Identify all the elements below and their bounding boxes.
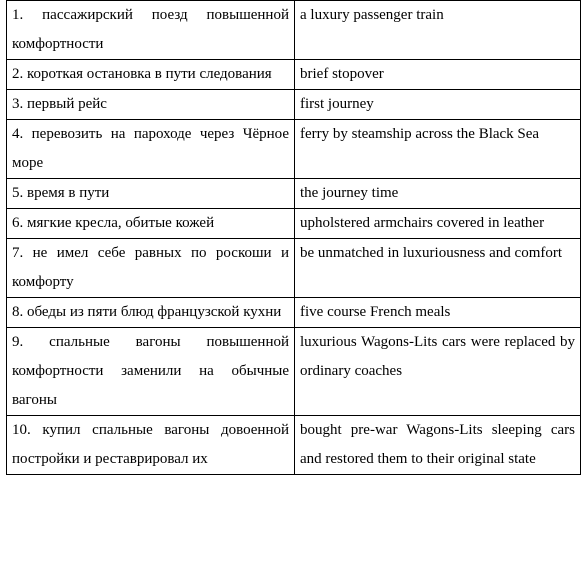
english-term: luxurious Wagons-Lits cars were replaced by ordinary coaches bbox=[295, 328, 581, 416]
english-term: ferry by steamship across the Black Sea bbox=[295, 120, 581, 179]
russian-term: 6. мягкие кресла, обитые кожей bbox=[7, 209, 295, 239]
english-term: be unmatched in luxuriousness and comfort bbox=[295, 239, 581, 298]
russian-term: 8. обеды из пяти блюд французской кухни bbox=[7, 298, 295, 328]
english-term: five course French meals bbox=[295, 298, 581, 328]
english-term: brief stopover bbox=[295, 60, 581, 90]
table-row bbox=[7, 416, 581, 475]
table-row bbox=[7, 209, 581, 239]
english-term: the journey time bbox=[295, 179, 581, 209]
russian-term: 5. время в пути bbox=[7, 179, 295, 209]
table-row bbox=[7, 90, 581, 120]
russian-term: 2. короткая остановка в пути следования bbox=[7, 60, 295, 90]
english-term: upholstered armchairs covered in leather bbox=[295, 209, 581, 239]
table-row bbox=[7, 239, 581, 298]
table-row bbox=[7, 1, 581, 60]
russian-term: 4. перевозить на пароходе через Чёрное море bbox=[7, 120, 295, 179]
english-term: bought pre-war Wagons-Lits sleeping cars and restored them to their original state bbox=[295, 416, 581, 475]
table-row bbox=[7, 328, 581, 416]
english-term: first journey bbox=[295, 90, 581, 120]
russian-term: 9. спальные вагоны повышенной комфортности заменили на обычные вагоны bbox=[7, 328, 295, 416]
table-row bbox=[7, 179, 581, 209]
russian-term: 1. пассажирский поезд повышенной комфортности bbox=[7, 1, 295, 60]
russian-term: 10. купил спальные вагоны довоенной постройки и реставрировал их bbox=[7, 416, 295, 475]
table-row bbox=[7, 298, 581, 328]
russian-term: 3. первый рейс bbox=[7, 90, 295, 120]
glossary-table bbox=[6, 0, 581, 475]
table-row bbox=[7, 120, 581, 179]
english-term: a luxury passenger train bbox=[295, 1, 581, 60]
table-row bbox=[7, 60, 581, 90]
russian-term: 7. не имел себе равных по роскоши и комфорту bbox=[7, 239, 295, 298]
